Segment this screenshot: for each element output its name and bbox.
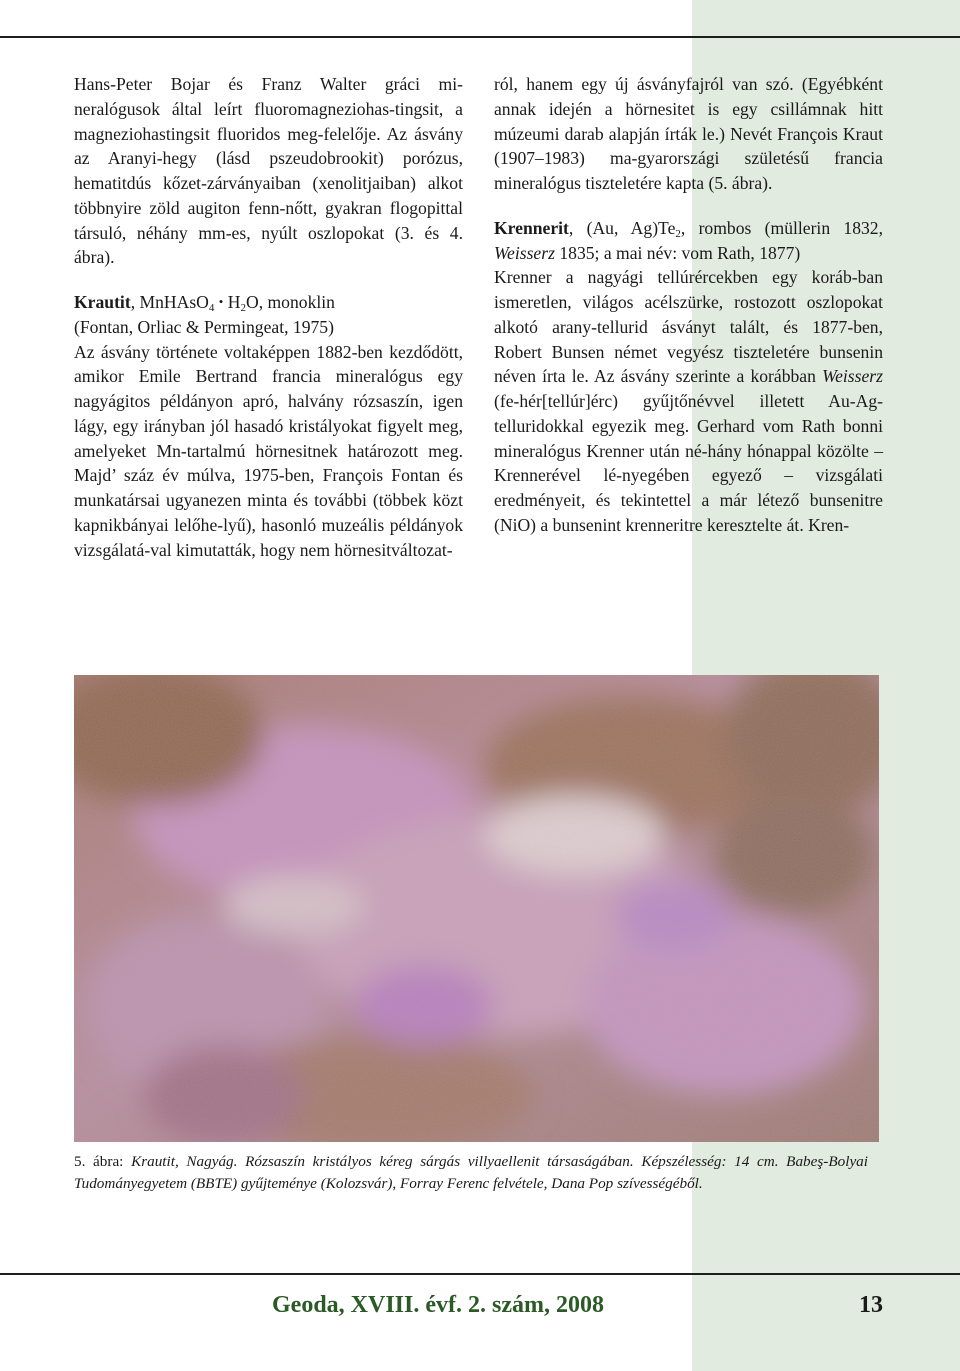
page-footer (0, 1292, 960, 1326)
entry-body: Krenner a nagyági tellúrércekben egy koráb-ban ismeretlen, világos acélszürke, rostozott oszlopokat alkotó arany-tellurid ásványt talált, és 1877-ben, Robert Bunsen német vegyész tiszteletére bunsenin néven írta le. Az ásvány szerinte a korábban (494, 267, 883, 387)
italic-term: Weisserz (494, 242, 555, 263)
formula-part: MnHAsO (139, 292, 209, 312)
entry-body: Az ásvány története voltaképpen 1882-ben kezdődött, amikor Emile Bertrand francia mineralógus egy nagyágitos példányon apró, halvány rózsaszín, igen lágy, egy irányban jól hasadó kristályokat figyelt meg, amelyeket Mn-tartalmú hörnesitnek határozott meg. Majd’ száz év múlva, 1975-ben, François Fontan és munkatársai ugyanezen minta és további (többek közt kapnikbányai lelőhe-lyű), hasonló muzeális példányok vizsgálatá-val kimutatták, hogy nem hörnesitváltozat- (74, 341, 463, 560)
paragraph-fluoromagnesiohastingsite: Hans-Peter Bojar és Franz Walter gráci mi-neralógusok által leírt fluoromagneziohas-tingsit, a magneziohastingsit fluoridos meg-felelője. Az ásvány az Aranyi-hegy (lásd pszeudobrookit) porózus, hematitdús kőzet-zárványaiban (xenolitjaiban) alkot többnyire zöld augiton fenn-nőtt, gyakran flogopittal társuló, néhány mm-es, nyúlt oszlopokat (3. és 4. ábra). (74, 74, 463, 268)
entry-body: (fe-hér[tellúr]érc) gyűjtőnévvel illetett Au-Ag-telluridokkal egyezik meg. Gerhard vom Rath bonni mineralógus Krenner után né-hány hónappal közölte – Krennerével lé-nyegében egyező – vizsgálati eredményeit, és tekintettel a már létező bunsenitre (NiO) a bunsenint krenneritre keresztelte át. Kren- (494, 391, 883, 535)
krautit-photo (74, 675, 879, 1142)
krautit-photo-graphic (74, 675, 879, 1142)
entry-title-krennerit: Krennerit (494, 217, 569, 238)
formula-subscript: 4 (208, 302, 215, 314)
formula-part: 1835; a mai név: vom Rath, 1877) (559, 242, 801, 263)
magazine-title: Geoda, XVIII. évf. 2. szám, 2008 (272, 1292, 604, 1318)
formula-part: , rombos (müllerin 1832, (680, 217, 883, 238)
bottom-rule (0, 1273, 960, 1275)
formula-part: O, monoklin (245, 292, 335, 312)
entry-krennerit: Krennerit, (Au, $Ag)Te_2$, rombos (müllerin 1832, Weisserz 1835; a mai név: vom Rath, 1877) Krenner a nagyági tellúrércekben egy koráb-ban ismeretlen, világos acélszürke, rostozott oszlopokat alkotó arany-tellurid ásványt talált, és 1877-ben, Robert Bunsen német vegyész tiszteletére bunsenin néven írta le. Az ásvány szerinte a korábban Weisserz (fe-hér[tellúr]érc) gyűjtőnévvel illetett Au-Ag-telluridokkal egyezik meg. Gerhard vom Rath bonni mineralógus Krenner után né-hány hónappal közölte – Krennerével lé-nyegében egyező – vizsgálati eredményeit, és tekintettel a már létező bunsenitre (NiO) a bunsenint krenneritre keresztelte át. Kren- (494, 217, 883, 535)
formula-subscript: 2 (240, 302, 246, 314)
figure-caption (74, 1151, 868, 1195)
paragraph-krautit-continued: ról, hanem egy új ásványfajról van szó. (Egyébként annak idején a hörnesitet is egy csillámnak hitt múzeumi darab alapján írták le.) Nevét François Kraut (1907–1983) ma-gyarországi születésű francia mineralógus tiszteletére kapta (5. ábra). (494, 74, 883, 193)
entry-krautit: Krautit, MnHAsO$_4$ • $H_2O$, monoklin (Fontan, Orliac & Permingeat, 1975) Az ásvány története voltaképpen 1882-ben kezdődött, amikor Emile Bertrand francia mineralógus egy nagyágitos példányon apró, halvány rózsaszín, igen lágy, egy irányban jól hasadó kristályokat figyelt meg, amelyeket Mn-tartalmú hörnesitnek határozott meg. Majd’ száz év múlva, 1975-ben, François Fontan és munkatársai ugyanezen minta és további (többek közt kapnikbányai lelőhe-lyű), hasonló muzeális példányok vizsgálatá-val kimutatták, hogy nem hörnesitváltozat- (74, 292, 463, 560)
formula-subscript: 2 (675, 227, 681, 240)
left-column (74, 72, 463, 562)
formula-part: H (227, 292, 241, 312)
entry-authors: (Fontan, Orliac & Permingeat, 1975) (74, 316, 334, 337)
right-column (494, 72, 883, 538)
italic-term: Weisserz (822, 366, 883, 387)
page-number: 13 (859, 1292, 883, 1318)
entry-title-krautit: Krautit (74, 292, 131, 312)
formula-bullet: • (218, 294, 224, 309)
top-rule (0, 36, 960, 38)
caption-text: Krautit, Nagyág. Rózsaszín kristályos kéreg sárgás villyaellenit társaságában. Képszélesség: 14 cm. Babeş-Bolyai Tudományegyetem (BBTE) gyűjteménye (Kolozsvár), Forray Ferenc felvétele, Dana Pop szívességéből. (74, 1153, 868, 1192)
formula-part: (Au, Ag)Te (586, 217, 676, 238)
caption-label: 5. ábra: (74, 1153, 124, 1170)
